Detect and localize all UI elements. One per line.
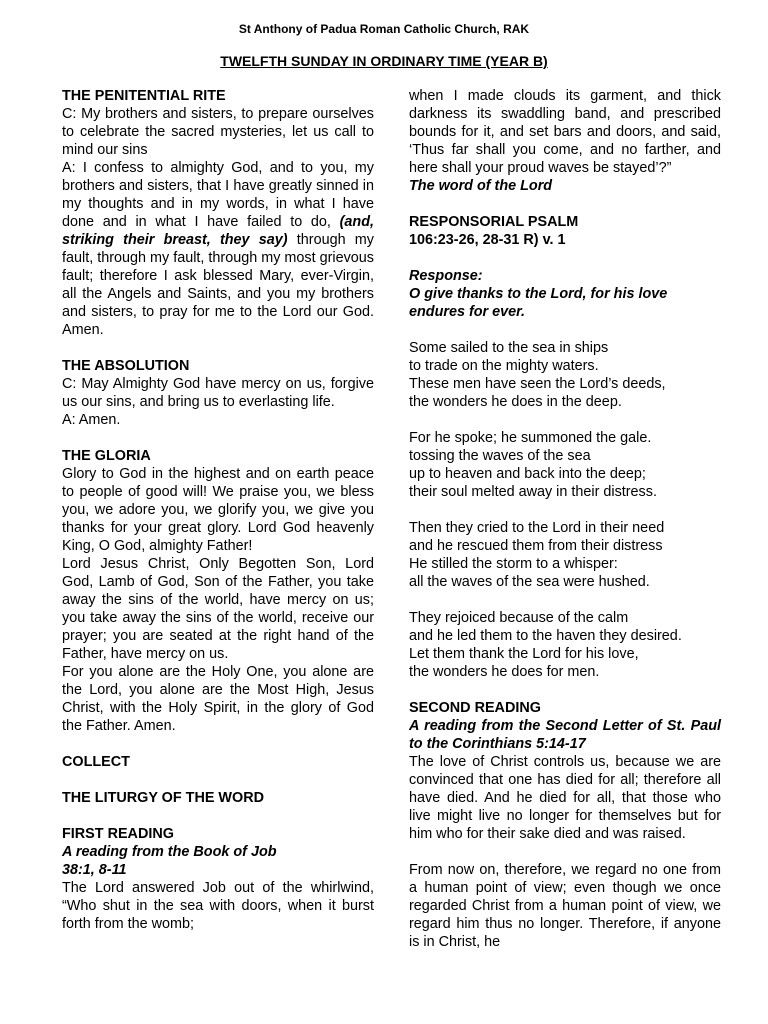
collect-heading: COLLECT	[62, 754, 130, 770]
first-reading-continuation: when I made clouds its garment, and thick darkness its swaddling band, and prescribed bounds for it, and set bars and doors, and said, ‘Thus far shall you come, and no farther, and here shall your proud waves be stayed’?”	[409, 88, 721, 176]
page-title: TWELFTH SUNDAY IN ORDINARY TIME (YEAR B)	[220, 53, 548, 69]
second-reading-paragraph-1: The love of Christ controls us, because we are convinced that one has died for all; therefore all have died. And he died for all, that those who live might live no longer for themselves but for him who for their sake died and was raised.	[409, 754, 721, 842]
first-reading-text: The Lord answered Job out of the whirlwind, “Who shut in the sea with doors, when it burst forth from the womb;	[62, 880, 374, 932]
liturgy-of-word-heading: THE LITURGY OF THE WORD	[62, 790, 264, 806]
psalm-line: up to heaven and back into the deep;	[409, 466, 646, 482]
psalm-line: to trade on the mighty waters.	[409, 358, 599, 374]
psalm-line: Let them thank the Lord for his love,	[409, 646, 639, 662]
psalm-line: and he led them to the haven they desired.	[409, 628, 682, 644]
first-reading-source: A reading from the Book of Job	[62, 844, 277, 860]
psalm-line: These men have seen the Lord’s deeds,	[409, 376, 666, 392]
psalm-line: and he rescued them from their distress	[409, 538, 663, 554]
responsorial-psalm-heading: RESPONSORIAL PSALM	[409, 214, 579, 230]
confiteor-text-end: through my fault, through my fault, through my most grievous fault; therefore I ask blessed Mary, ever-Virgin, all the Angels and Saints, and you my brothers and sisters, to pray for me to the Lord our God. Amen.	[62, 232, 374, 338]
psalm-line: He stilled the storm to a whisper:	[409, 556, 618, 572]
psalm-line: tossing the waves of the sea	[409, 448, 591, 464]
psalm-line: They rejoiced because of the calm	[409, 610, 629, 626]
left-column	[62, 87, 374, 933]
psalm-stanza-3	[409, 519, 721, 591]
confiteor-text-start: A: I confess to almighty God, and to you, my brothers and sisters, that I have greatly sinned in my thoughts and in my words, in what I have done and in what I have failed to do,	[62, 160, 374, 230]
gloria-paragraph-2: Lord Jesus Christ, Only Begotten Son, Lord God, Lamb of God, Son of the Father, you take away the sins of the world, have mercy on us; you take away the sins of the world, receive our prayer; you are seated at the right hand of the Father, have mercy on us.	[62, 556, 374, 662]
psalm-line: their soul melted away in their distress.	[409, 484, 657, 500]
word-of-the-lord: The word of the Lord	[409, 178, 553, 194]
psalm-line: the wonders he does in the deep.	[409, 394, 622, 410]
confiteor-rubric: (and, striking their breast, they say)	[62, 214, 374, 248]
penitential-celebrant-text: C: My brothers and sisters, to prepare ourselves to celebrate the sacred mysteries, let us call to mind our sins	[62, 106, 374, 158]
absolution-celebrant-text: C: May Almighty God have mercy on us, forgive us our sins, and bring us to everlasting life.	[62, 376, 374, 410]
second-reading-paragraph-2: From now on, therefore, we regard no one from a human point of view; even though we once regarded Christ from a human point of view, we regard him thus no longer. Therefore, if anyone is in Christ, he	[409, 862, 721, 950]
psalm-response-label: Response:	[409, 268, 483, 284]
penitential-confiteor	[62, 159, 374, 339]
penitential-rite-heading: THE PENITENTIAL RITE	[62, 88, 226, 104]
second-reading-source: A reading from the Second Letter of St. Paul to the Corinthians 5:14-17	[409, 718, 721, 752]
right-column	[409, 87, 721, 951]
gloria-paragraph-1: Glory to God in the highest and on earth peace to people of good will! We praise you, we bless you, we adore you, we glorify you, we give you thanks for your great glory. Lord God heavenly King, O God, almighty Father!	[62, 466, 374, 554]
psalm-stanza-1	[409, 339, 721, 411]
psalm-line: For he spoke; he summoned the gale.	[409, 430, 652, 446]
psalm-line: Then they cried to the Lord in their need	[409, 520, 665, 536]
first-reading-reference: 38:1, 8-11	[62, 862, 127, 878]
psalm-line: all the waves of the sea were hushed.	[409, 574, 650, 590]
absolution-response: A: Amen.	[62, 412, 121, 428]
second-reading-heading: SECOND READING	[409, 700, 541, 716]
psalm-line: Some sailed to the sea in ships	[409, 340, 609, 356]
responsorial-psalm-reference: 106:23-26, 28-31 R) v. 1	[409, 232, 566, 248]
church-name-header: St Anthony of Padua Roman Catholic Church, RAK	[238, 22, 530, 36]
psalm-stanza-4	[409, 609, 721, 681]
psalm-stanza-2	[409, 429, 721, 501]
first-reading-heading: FIRST READING	[62, 826, 174, 842]
gloria-paragraph-3: For you alone are the Holy One, you alone are the Lord, you alone are the Most High, Jesus Christ, with the Holy Spirit, in the glory of God the Father. Amen.	[62, 664, 374, 734]
psalm-response-text: O give thanks to the Lord, for his love endures for ever.	[409, 286, 668, 320]
gloria-heading: THE GLORIA	[62, 448, 151, 464]
psalm-line: the wonders he does for men.	[409, 664, 600, 680]
absolution-heading: THE ABSOLUTION	[62, 358, 190, 374]
